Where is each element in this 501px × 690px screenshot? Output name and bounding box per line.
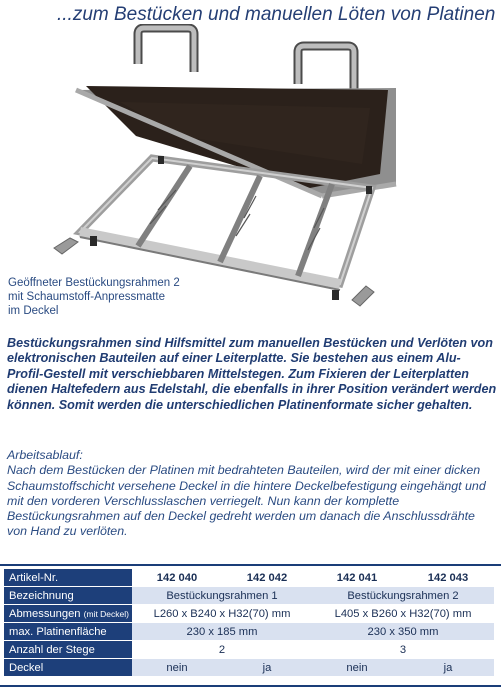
cell: 142 042 bbox=[222, 569, 312, 587]
cell: Bestückungsrahmen 1 bbox=[132, 587, 312, 605]
page-title: ...zum Bestücken und manuellen Löten von Platinen bbox=[57, 4, 496, 25]
cell: ja bbox=[222, 659, 312, 677]
row-label-note: (mit Deckel) bbox=[83, 608, 129, 619]
table-row bbox=[4, 641, 494, 659]
cell: ja bbox=[402, 659, 494, 677]
cell: 230 x 350 mm bbox=[312, 623, 494, 641]
spec-table bbox=[4, 569, 494, 677]
cell: Bestückungsrahmen 2 bbox=[312, 587, 494, 605]
row-label-text: Abmessungen bbox=[9, 607, 81, 620]
workflow-heading: Arbeitsablauf: bbox=[7, 448, 83, 462]
cell: 142 040 bbox=[132, 569, 222, 587]
photo-caption bbox=[8, 276, 180, 318]
row-label: Anzahl der Stege bbox=[4, 641, 132, 659]
intro-paragraph: Bestückungsrahmen sind Hilfsmittel zum manuellen Bestücken und Verlöten von elektronischen Bauteilen auf einer Leiterplatte. Sie bestehen aus einem Alu-Profil-Gestell mit verschiebbaren Mittelstegen. Zum Fixieren der Leiterplatten dienen Haltefedern aus Edelstahl, die ebenfalls in ihrer Position verändert werden können. Somit werden die unterschiedlichen Platinenformate sicher gehalten. bbox=[7, 336, 497, 412]
row-label bbox=[4, 605, 132, 623]
row-label: Artikel-Nr. bbox=[4, 569, 132, 587]
cell: 230 x 185 mm bbox=[132, 623, 312, 641]
table-row bbox=[4, 659, 494, 677]
table-row bbox=[4, 587, 494, 605]
cell: L260 x B240 x H32(70) mm bbox=[132, 605, 312, 623]
table-top-rule bbox=[0, 564, 501, 566]
workflow-section bbox=[7, 448, 497, 540]
row-label: Deckel bbox=[4, 659, 132, 677]
table-row bbox=[4, 605, 494, 623]
table-bottom-rule bbox=[0, 685, 501, 687]
caption-line: Geöffneter Bestückungsrahmen 2 bbox=[8, 277, 180, 289]
caption-line: mit Schaumstoff-Anpressmatte bbox=[8, 291, 166, 303]
cell: nein bbox=[312, 659, 402, 677]
table-row bbox=[4, 623, 494, 641]
cell: 2 bbox=[132, 641, 312, 659]
cell: nein bbox=[132, 659, 222, 677]
cell: 142 043 bbox=[402, 569, 494, 587]
workflow-text: Nach dem Bestücken der Platinen mit bedrahteten Bauteilen, wird der mit einer dicken Schaumstoffschicht versehene Deckel in die hintere Deckelbefestigung eingehängt und mit den vorderen Verschlusslaschen verriegelt. Nun kann der komplette Bestückungsrahmen auf den Deckel gedreht werden um danach die Anschlussdrähte von Hand zu verlöten. bbox=[7, 463, 486, 539]
cell: 142 041 bbox=[312, 569, 402, 587]
caption-line: im Deckel bbox=[8, 305, 59, 317]
cell: L405 x B260 x H32(70) mm bbox=[312, 605, 494, 623]
table-row bbox=[4, 569, 494, 587]
row-label: Bezeichnung bbox=[4, 587, 132, 605]
cell: 3 bbox=[312, 641, 494, 659]
row-label: max. Platinenfläche bbox=[4, 623, 132, 641]
product-photo bbox=[40, 24, 400, 309]
